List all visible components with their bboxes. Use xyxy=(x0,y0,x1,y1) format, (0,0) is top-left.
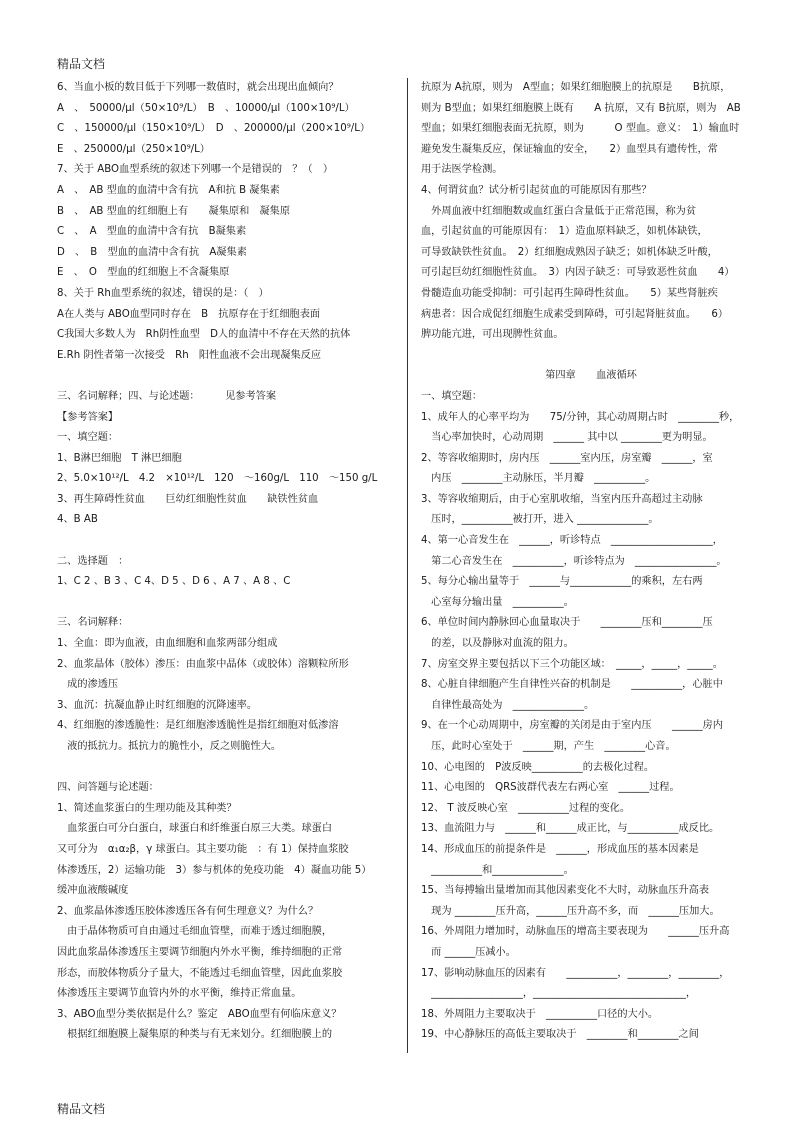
text-line: 内压 ________主动脉压，半月瓣 __________。 xyxy=(421,473,656,485)
page-footer: 精品文档 xyxy=(57,1102,106,1116)
text-line: A在人类与 ABO血型同时存在 B 抗原存在于红细胞表面 xyxy=(57,308,321,320)
text-line: C 、150000/μl（150×10⁹/L） D 、200000/μl（200×10⁹/L） xyxy=(57,123,371,135)
text-line: E 、 O 型血的红细胞上不含凝集原 xyxy=(57,267,230,279)
text-line: 一、填空题： xyxy=(421,390,483,402)
text-line: 10、心电图的 P波反映__________的去极化过程。 xyxy=(421,761,655,773)
text-line xyxy=(57,366,395,387)
text-line: 而 ______压减小。 xyxy=(421,946,516,958)
text-line: C我国大多数人为 Rh阴性血型 D人的血清中不存在天然的抗体 xyxy=(57,329,351,341)
text-line: 形态，而胶体物质分子量大，不能透过毛细血管壁，因此血浆胶 xyxy=(57,967,343,979)
column-divider xyxy=(407,78,408,1053)
text-line: 4、红细胞的渗透脆性：是红细胞渗透脆性是指红细胞对低渗溶 xyxy=(57,720,339,732)
text-line xyxy=(57,593,395,614)
text-line: 3、血沉：抗凝血静止时红细胞的沉降速率。 xyxy=(57,699,258,711)
text-line xyxy=(421,346,761,367)
text-line: 又可分为 α₁α₂β，γ 球蛋白。其主要功能 ：有 1）保持血浆胶 xyxy=(57,843,349,855)
text-line: 心室每分输出量 __________。 xyxy=(421,596,574,608)
text-line: A 、 50000/μl（50×10⁹/L） B 、10000/μl（100×10⁹/L） xyxy=(57,102,355,114)
text-line: 三、名词解释；四、与论述题： 见参考答案 xyxy=(57,390,277,402)
text-line: 2、血浆晶体（胶体）渗压：由血浆中晶体（或胶体）溶颗粒所形 xyxy=(57,658,349,670)
text-line xyxy=(57,758,395,779)
text-line: 因此血浆晶体渗透压主要调节细胞内外水平衡，维持细胞的正常 xyxy=(57,946,343,958)
text-line: 根据红细胞膜上凝集原的种类与有无来划分。红细胞膜上的 xyxy=(57,1029,333,1041)
text-line: 8、心脏自律细胞产生自律性兴奋的机制是 __________，心脏中 xyxy=(421,679,723,691)
text-line: 14、形成血压的前提条件是 ______，形成血压的基本因素是 xyxy=(421,843,699,855)
text-line: 1、成年人的心率平均为 75/分钟，其心动周期占时 ________秒， xyxy=(421,411,740,423)
text-line: 缓冲血液酸碱度 xyxy=(57,885,129,897)
text-line: 6、当血小板的数目低于下列哪一数值时，就会出现出血倾向？ xyxy=(57,82,339,93)
text-line: 11、心电图的 QRS波群代表左右两心室 ______过程。 xyxy=(421,782,680,794)
text-line: 二、选择题 ： xyxy=(57,555,129,567)
text-line: 当心率加快时，心动周期 ______ 其中以 ________更为明显。 xyxy=(421,432,713,444)
text-line: 骨髓造血功能受抑制：可引起再生障碍性贫血。 5）某些肾脏疾 xyxy=(421,287,718,299)
right-column xyxy=(421,78,761,1046)
text-line: 现为 ________压升高，______压升高不多，而 ______压加大。 xyxy=(421,905,720,917)
text-line: 用于法医学检测。 xyxy=(421,164,503,176)
text-line: 15、当每搏输出量增加而其他因素变化不大时，动脉血压升高表 xyxy=(421,885,710,897)
text-line: 7、关于 ABO血型系统的叙述下列哪一个是错误的 ？（ ） xyxy=(57,164,334,176)
text-line: 则为 B型血；如果红细胞膜上既有 A 抗原，又有 B抗原，则为 AB xyxy=(421,102,741,114)
text-line: 血，引起贫血的可能原因有： 1）造血原料缺乏，如机体缺铁， xyxy=(421,226,708,238)
text-line: 避免发生凝集反应，保证输血的安全， 2）血型具有遗传性，常 xyxy=(421,143,718,155)
page-header: 精品文档 xyxy=(57,57,106,71)
text-line: 体渗透压主要调节血管内外的水平衡，维持正常血量。 xyxy=(57,988,302,1000)
text-line: C 、 A 型血的血清中含有抗 B凝集素 xyxy=(57,226,247,238)
text-line: 7、房室交界主要包括以下三个功能区域： _____，_____，_____。 xyxy=(421,658,723,670)
text-line: 体渗透压，2）运输功能 3）参与机体的免疫功能 4）凝血功能 5） xyxy=(57,864,372,876)
text-line: 成的渗透压 xyxy=(57,679,119,691)
text-line: 一、填空题： xyxy=(57,432,119,444)
text-line: 4、第一心音发生在 ______，听诊特点 ____________________， xyxy=(421,535,723,547)
text-line: A 、 AB 型血的血清中含有抗 A和抗 B 凝集素 xyxy=(57,184,280,196)
text-line: 2、等容收缩期时，房内压 ______室内压，房室瓣 ______，室 xyxy=(421,452,713,464)
text-line: D 、 B 型血的血清中含有抗 A凝集素 xyxy=(57,246,247,258)
text-line: __________和______________。 xyxy=(421,864,574,876)
text-line: B 、 AB 型血的红细胞上有 凝集原和 凝集原 xyxy=(57,205,291,217)
text-line: 3、再生障碍性贫血 巨幼红细胞性贫血 缺铁性贫血 xyxy=(57,493,319,505)
text-line: 9、在一个心动周期中，房室瓣的关闭是由于室内压 ______房内 xyxy=(421,720,723,732)
text-line: 四、问答题与论述题： xyxy=(57,782,159,794)
text-line: 4、何谓贫血？试分析引起贫血的可能原因有那些？ xyxy=(421,184,652,196)
text-line: 可导致缺铁性贫血。 2）红细胞成熟因子缺乏；如机体缺乏叶酸， xyxy=(421,246,718,258)
text-line: 血浆蛋白可分白蛋白，球蛋白和纤维蛋白原三大类。球蛋白 xyxy=(57,823,333,835)
text-line: 型血；如果红细胞表面无抗原，则为 O 型血。意义： 1）输血时 xyxy=(421,123,740,135)
text-line: 抗原为 A抗原，则为 A型血；如果红细胞膜上的抗原是 B抗原， xyxy=(421,82,731,93)
text-line: 2、5.0×10¹²/L 4.2 ×10¹²/L 120 ～160g/L 110 ～150 g/L xyxy=(57,473,378,485)
text-line: 压，此时心室处于 ______期，产生 ________心音。 xyxy=(421,741,676,752)
text-line: 1、全血：即为血液，由血细胞和血浆两部分组成 xyxy=(57,638,278,650)
text-line: 由于晶体物质可自由通过毛细血管壁，而难于透过细胞膜， xyxy=(57,926,333,938)
text-line: 【参考答案】 xyxy=(57,411,119,423)
text-line: 第四章 血液循环 xyxy=(545,370,637,382)
text-line: __________________，______________________________， xyxy=(421,988,697,1000)
text-line: 脾功能亢进，可出现脾性贫血。 xyxy=(421,329,564,341)
text-line: 17、影响动脉血压的因素有 __________，________，________， xyxy=(421,967,730,979)
text-line: 3、等容收缩期后，由于心室肌收缩，当室内压升高超过主动脉 xyxy=(421,493,703,505)
text-line: 6、单位时间内静脉回心血量取决于 ________压和________压 xyxy=(421,617,713,629)
text-line: 自律性最高处为 ______________。 xyxy=(421,699,595,711)
left-column xyxy=(57,78,395,1046)
text-line xyxy=(57,531,395,552)
text-line: 可引起巨幼红细胞性贫血。 3）内因子缺乏：可导致恶性贫血 4） xyxy=(421,267,735,279)
text-line: 1、B淋巴细胞 T 淋巴细胞 xyxy=(57,452,182,464)
text-line: 12、 T 波反映心室 __________过程的变化。 xyxy=(421,802,631,814)
text-line: E.Rh 阴性者第一次接受 Rh 阳性血液不会出现凝集反应 xyxy=(57,349,322,361)
text-line: 8、关于 Rh血型系统的叙述，错误的是：（ ） xyxy=(57,287,269,299)
text-line: 1、简述血浆蛋白的生理功能及其种类？ xyxy=(57,802,237,814)
text-line: E 、250000/μl（250×10⁹/L） xyxy=(57,143,210,155)
text-line: 病患者：因合成促红细胞生成素受到障碍，可引起肾脏贫血。 6） xyxy=(421,308,729,320)
text-line: 18、外周阻力主要取决于 __________口径的大小。 xyxy=(421,1008,659,1020)
text-line: 压时，__________被打开，进入 ______________。 xyxy=(421,514,659,526)
text-line: 1、C 2 、B 3 、C 4、D 5 、D 6 、A 7 、A 8 、C xyxy=(57,576,291,588)
text-line: 的差，以及静脉对血流的阻力。 xyxy=(421,638,574,650)
text-line: 19、中心静脉压的高低主要取决于 ________和________之间 xyxy=(421,1029,699,1041)
text-line: 16、外周阻力增加时，动脉血压的增高主要表现为 ______压升高 xyxy=(421,926,730,938)
text-line: 4、B AB xyxy=(57,514,98,526)
text-line: 液的抵抗力。抵抗力的脆性小，反之则脆性大。 xyxy=(57,741,282,752)
text-line: 外周血液中红细胞数或血红蛋白含量低于正常范围，称为贫 xyxy=(421,205,697,217)
text-line: 13、血流阻力与 ______和______成正比，与__________成反比。 xyxy=(421,823,720,835)
text-line: 第二心音发生在 __________，听诊特点为 ________________。 xyxy=(421,555,727,567)
text-line: 2、血浆晶体渗透压胶体渗透压各有何生理意义？为什么？ xyxy=(57,905,319,917)
text-line: 5、每分心输出量等于 ______与____________的乘积，左右两 xyxy=(421,576,703,588)
text-line: 三、名词解释： xyxy=(57,617,129,629)
text-line: 3、ABO血型分类依据是什么？鉴定 ABO血型有何临床意义？ xyxy=(57,1008,342,1020)
